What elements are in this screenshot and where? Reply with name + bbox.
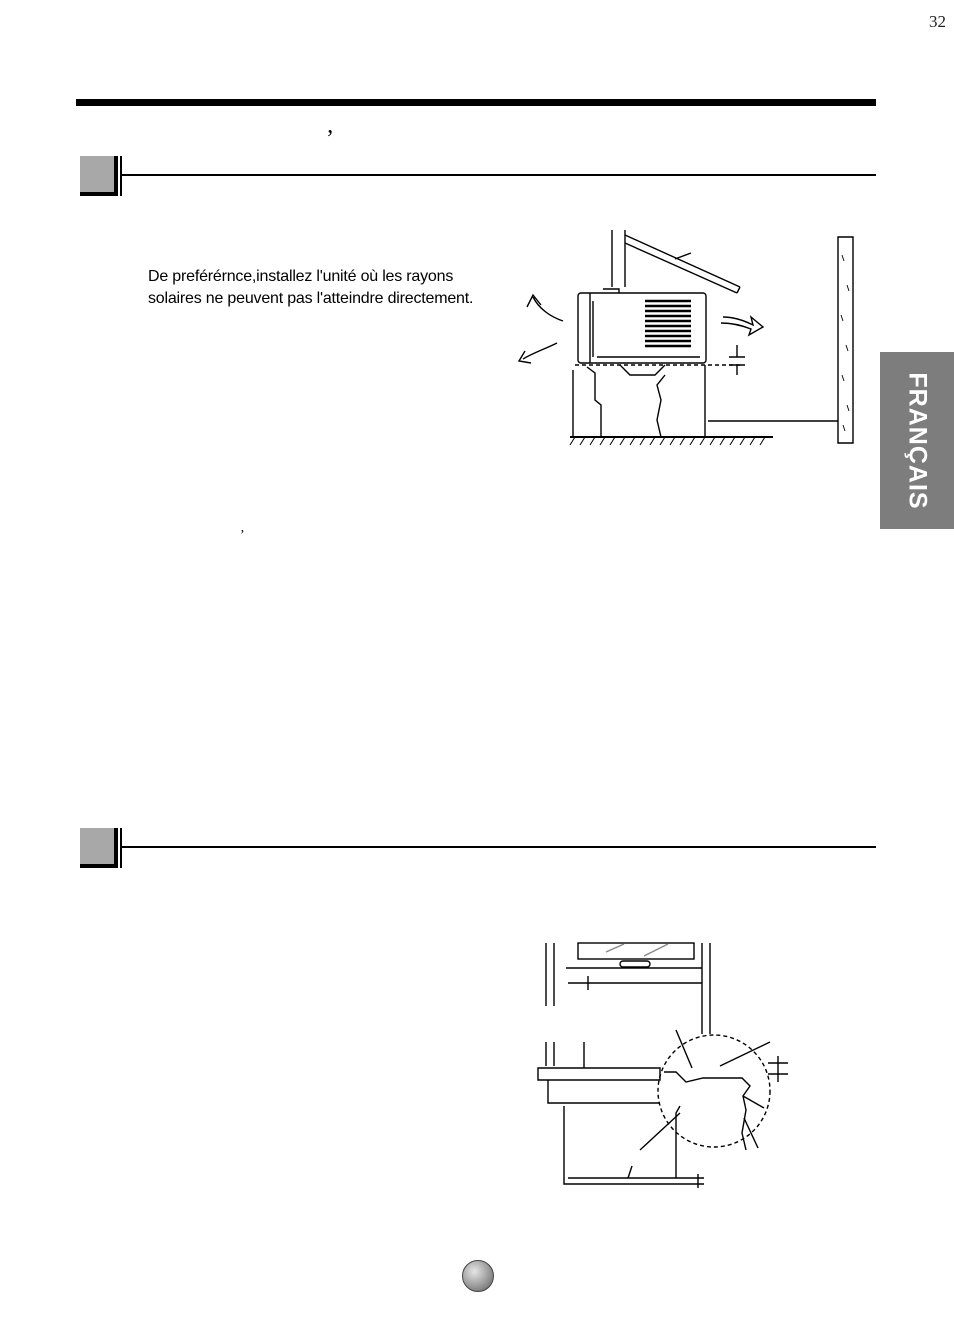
page-number: 32 (929, 12, 946, 31)
installation-diagram-sun (515, 225, 860, 450)
header-comma: ’ (326, 126, 334, 152)
header-rule (76, 99, 876, 106)
language-tab (880, 352, 954, 529)
section-1-marker (80, 156, 118, 196)
section-1-comma: ’ (240, 528, 245, 543)
caption-line-1: De preférérnce,installez l'unité où les rayons (148, 268, 454, 285)
section-2-marker (80, 828, 118, 868)
section-1-caption (148, 266, 473, 310)
section-2-rule (120, 846, 876, 848)
section-2-tick (120, 828, 122, 868)
language-label: FRANÇAIS (903, 371, 932, 510)
section-1-tick (120, 156, 122, 196)
section-1-rule (120, 174, 876, 176)
page-badge (462, 1260, 494, 1292)
installation-diagram-window (528, 938, 790, 1196)
caption-line-2: solaires ne peuvent pas l'atteindre directement. (148, 290, 474, 307)
